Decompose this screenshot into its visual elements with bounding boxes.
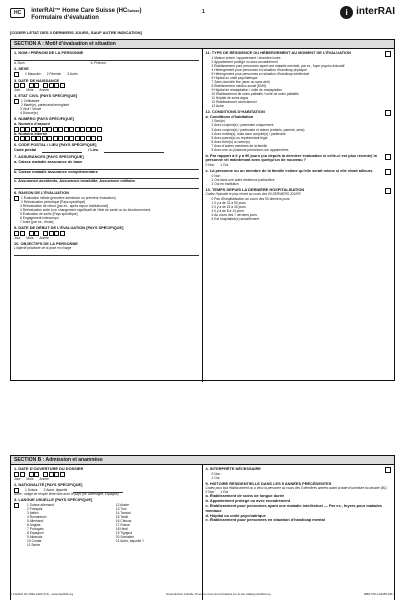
- question-title: 8. RAISON DE L’ÉVALUATION: [14, 190, 69, 196]
- option: 9 Hôpital de réadaptation / unité de réadaptation: [211, 87, 283, 92]
- option: 5 Allemand: [27, 519, 44, 524]
- option: 21 Autre, laquelle ?: [115, 539, 144, 544]
- option: 10 Croate: [27, 539, 42, 544]
- answer-box[interactable]: [14, 99, 19, 104]
- option: 11 Serbe: [27, 543, 41, 548]
- question-b5: [206, 482, 392, 523]
- option: 4 Rumantsch: [27, 515, 47, 520]
- language-options: [21, 503, 199, 547]
- question-title: 7. ASSURANCES [PAYS SPÉCIFIQUE]: [14, 154, 84, 160]
- option: 1 Oui: [220, 490, 229, 495]
- footer-isbn: ISBN 978-1-62255-181-3: [363, 591, 395, 596]
- goals-input[interactable]: [14, 251, 199, 256]
- answer-box[interactable]: [14, 503, 19, 508]
- question-a5: [14, 117, 199, 141]
- option: 3 Il y a de 8 à 14 jours: [211, 208, 244, 213]
- option: 6 Avec frère(s) ou sœur(s): [211, 139, 250, 144]
- question-b2: [14, 483, 199, 497]
- option: 2 Oui en institution: [211, 181, 239, 186]
- section-b-left-column: [11, 465, 203, 600]
- question-title: 6. CODE POSTAL / LIEU [PAYS SPÉCIFIQUE]: [14, 142, 97, 148]
- question-title: c. La personne ou un membre de la famille estime qu’elle serait mieux si elle vivait ailleurs: [205, 168, 373, 174]
- answer-box[interactable]: [385, 51, 391, 57]
- option: 3 Réévaluation de retour [par ex., après séjour institutionnel]: [20, 204, 109, 209]
- date-label: Année: [39, 88, 49, 93]
- option: 2 Français: [27, 507, 43, 512]
- question-a7: [14, 155, 199, 189]
- option: 3 Autre: [67, 72, 78, 76]
- answer-box[interactable]: [385, 110, 391, 116]
- option: 3 Établissement pour personnes ayant une maladie mentale, par ex., foyer psycho-éducatif: [211, 63, 345, 68]
- answer-box[interactable]: [14, 196, 19, 201]
- sub-question: d. Hôpital ou unité psychiatrique: [205, 512, 266, 518]
- form-title-block: interRAI™ Home Care Suisse (HCSuisse) Formulaire d’évaluation: [31, 8, 142, 21]
- option: 17 Russe: [115, 523, 130, 528]
- option: 4 Au cours des 7 derniers jours: [211, 212, 257, 217]
- sub-question: a. Conditions d’habitation: [205, 113, 254, 119]
- section-a-heading: SECTION A : Motif d’évaluation et situation: [11, 40, 394, 49]
- question-title: 1. NOM / PRÉNOM DE LA PERSONNE: [14, 49, 84, 55]
- field-label: / Lieu: [88, 147, 99, 153]
- option: 8 Espagnol: [27, 531, 44, 536]
- field-label: b. Caisse maladie assurance complémentaire: [14, 168, 98, 174]
- date-label: Mois: [26, 476, 34, 481]
- date-label: Mois: [26, 88, 34, 93]
- option: 2 Il y a de 15 à 30 jours: [211, 204, 246, 209]
- date-label: Jour: [14, 476, 21, 481]
- option: 4 Hébergement pour personnes en situation d’handicap physique: [211, 67, 307, 72]
- logo-text: interRAI: [356, 6, 395, 18]
- option: 2 Autre, laquelle: [43, 488, 68, 492]
- question-title: 2. SEXE: [14, 65, 29, 71]
- section-b-right-column: [203, 465, 395, 600]
- question-note: Codez l’épisode le plus récent au cours des 90 DERNIERS JOURS: [205, 191, 301, 196]
- option: 1 Célibataire: [21, 99, 40, 104]
- page-footer: [10, 593, 395, 596]
- answer-box[interactable]: [385, 169, 391, 175]
- option: 3 Veuf / Veuve: [20, 107, 42, 112]
- interrai-logo-icon: i: [340, 6, 353, 19]
- form-subtitle: Formulaire d’évaluation: [31, 14, 99, 21]
- question-b1: [14, 467, 199, 481]
- date-label: Jour: [14, 88, 21, 93]
- option: 11 Hôpital de soins aigus: [211, 95, 249, 100]
- option: 14 Tamoul: [115, 511, 131, 516]
- postal-code-input[interactable]: [42, 148, 82, 153]
- date-label: Année: [39, 235, 49, 240]
- question-b3: [14, 498, 199, 547]
- answer-box[interactable]: [385, 188, 391, 194]
- question-a13: [206, 188, 392, 221]
- field-label: b. Prénom: [90, 60, 106, 65]
- option: 1 Oui: [220, 163, 229, 168]
- option: 1 Suisse allemand: [27, 503, 54, 508]
- option: 15 Tamil: [115, 515, 128, 520]
- option: 7 Autre [par ex., étude]: [20, 220, 54, 225]
- field-label: a. Nom: [14, 60, 25, 65]
- option: 2 Féminin: [46, 72, 62, 76]
- answer-box[interactable]: [385, 154, 391, 160]
- question-a4: [14, 94, 199, 115]
- question-title: 4. INTERPRÈTE NÉCESSAIRE: [205, 465, 261, 471]
- question-a12b: [206, 154, 392, 168]
- question-title: 5. NUMÉRO [PAYS SPÉCIFIQUE]: [14, 116, 74, 122]
- field-label: a. Numéro d’assuré: [14, 120, 51, 126]
- question-title: 11. TYPE DE RÉSIDENCE OU HÉBERGEMENT AU MOMENT DE L’ÉVALUATION: [205, 49, 351, 55]
- sub-question: b. Appartement protégé ou avec encadrement: [205, 498, 291, 504]
- option: 6 Engagement intercompu: [20, 216, 59, 221]
- section-b: [10, 455, 395, 600]
- question-b4: [206, 467, 392, 480]
- answer-box[interactable]: [385, 467, 391, 473]
- section-a: [10, 39, 395, 381]
- option: 19 Tigrigna: [115, 531, 133, 536]
- option: 1 Oui dans une autre résidence particulière: [211, 177, 275, 182]
- question-title: 13. TEMPS DEPUIS LA DERNIÈRE HOSPITALISATION: [205, 186, 305, 192]
- question-title: 2. NATIONALITÉ [PAYS SPÉCIFIQUE]: [14, 481, 83, 487]
- sub-question: e. Établissement pour personnes en situation d’handicap mental: [205, 517, 325, 523]
- question-a1: [14, 51, 199, 65]
- option: 0 Pas d’hospitalisation au cours des 90 derniers jours: [211, 196, 290, 201]
- sub-question: c. Établissement pour personnes ayant une maladie intellectuel — Par ex., foyers pour malades mentaux: [205, 502, 382, 513]
- option: 7 Sans domicile fixe (avec ou sans abri): [211, 79, 270, 84]
- option: 1 Évaluation initiale (première admission ou première évaluation): [21, 196, 116, 201]
- option: 5 Évaluation de sortie [Pays spécifique]: [20, 212, 78, 217]
- section-a-left-column: [11, 49, 203, 382]
- insurance-input[interactable]: [14, 184, 199, 189]
- section-b-heading: SECTION B : Admission et anamnèse: [11, 456, 394, 465]
- answer-box[interactable]: [14, 72, 19, 77]
- option: 2 Appartement protégé ou avec encadrement: [211, 59, 278, 64]
- question-title: 10. OBJECTIFS DE LA PERSONNE: [14, 240, 78, 246]
- option: 13 Turc: [115, 507, 127, 512]
- footer-notice: Reproduction interdite. Procurez-vous les formulaires sur le site catalog.interRAI.org: [166, 591, 271, 596]
- question-a12c: [206, 169, 392, 186]
- option: 1 Oui: [211, 475, 220, 480]
- option: 12 Établissement correctionnel: [211, 99, 257, 104]
- option: 1 Seul(e): [211, 119, 225, 124]
- hc-badge: HC: [10, 8, 25, 18]
- option: 0 Non: [211, 173, 221, 178]
- option: 16 Chinois: [115, 519, 132, 524]
- option: 5 Est hospitalisé(e) actuellement: [211, 216, 260, 221]
- question-title: 4. ETAT CIVIL [PAYS SPÉCIFIQUE]: [14, 93, 78, 99]
- field-label: c. Assurance-accidents, Assurance-invalidité, Assurance militaire: [14, 178, 136, 184]
- question-title: b. Par rapport à il y a 90 jours (ou depuis la dernière évaluation si celle-ci est plus récente) la personne vit maintenant avec quelqu’un de nouveau ?: [205, 152, 377, 163]
- question-title: 1. DATE D’OUVERTURE DU DOSSIER: [14, 465, 84, 471]
- option: 2 Réévaluation périodique [Pays spécifique]: [21, 200, 86, 205]
- footer-copyright: © interRAI HC 1994–2022 (9.4) · www.interRAI.org: [10, 591, 74, 596]
- question-note: Autre : obligé de remplir texte libre avec le pays (ex. Allemagne, Espagne): [14, 491, 119, 496]
- option: 3 Avec conjoint(e) / partenaire et autres (enfants, parents, amis): [211, 127, 305, 132]
- field-label: b. Numéro interne: [14, 130, 48, 136]
- option: 6 Hôpital ou unité psychiatrique: [211, 75, 258, 80]
- question-title: 12. CONDITIONS D’HABITATION: [205, 108, 265, 114]
- option: 4 Réévaluation suite à un changement significatif de l’état de santé ou du fonctionnement: [20, 208, 151, 213]
- question-a11: [206, 51, 392, 108]
- question-a3: [14, 79, 199, 93]
- form-header: [10, 8, 395, 30]
- option: 20 Somalien: [115, 535, 135, 540]
- form-title-suffix: Suisse: [127, 9, 140, 13]
- interrai-logo: [340, 6, 395, 19]
- option: 9 Albanais: [27, 535, 43, 540]
- option: 1 Suisse: [25, 488, 38, 492]
- option: 10 Établissement de soins palliatifs / unité de soins palliatifs: [211, 91, 299, 96]
- option: 13 Autre: [211, 103, 224, 108]
- sub-question: a. Établissement de soins de longue durée: [205, 493, 285, 499]
- section-a-right-column: [203, 49, 395, 382]
- option: 3 Italien: [27, 511, 39, 516]
- field-label: a. Caisse maladie assurance de base: [14, 158, 83, 164]
- option: 18 Hindi: [115, 527, 128, 532]
- question-title: 9. DATE DE DÉBUT DE L’ÉVALUATION [PAYS SPÉCIFIQUE]: [14, 225, 124, 231]
- option: 8 Établissement médico-social (EMS): [211, 83, 267, 88]
- form-title: interRAI™ Home Care Suisse (HC: [31, 8, 128, 14]
- city-input[interactable]: [104, 148, 164, 153]
- option: 0 Non: [205, 163, 215, 168]
- question-title: 3. LANGUE USUELLE [PAYS SPÉCIFIQUE]: [14, 497, 93, 503]
- option: 2 Avec conjoint(e) / partenaire uniquement: [211, 123, 274, 128]
- option: 1 Maison privée / appartement / chambre louée: [211, 55, 281, 60]
- option: 5 Avec parent(s) ou représentant légal: [211, 135, 268, 140]
- question-a12: [206, 110, 392, 152]
- question-a6: [14, 143, 199, 153]
- number-boxes[interactable]: [14, 136, 102, 141]
- option: 0 Non: [211, 471, 221, 476]
- date-label: Mois: [26, 235, 34, 240]
- question-a9: [14, 226, 199, 240]
- question-a2: [14, 67, 199, 77]
- option: 2 Marié(e), partenariat enregistré: [21, 103, 70, 108]
- question-title: 5. HISTOIRE RÉSIDENTIELLE DANS LES 5 ANNÉES PRÉCÉDENTES: [205, 480, 332, 486]
- option: 1 Masculin: [25, 72, 41, 76]
- question-a10: [14, 242, 199, 256]
- code-instruction: [CODER LETAT DES 3 DERNIERS JOURS, SAUF AUTRE INDICATION]: [10, 30, 142, 35]
- option: 7 Portugais: [27, 527, 44, 532]
- question-note: Codez pour tout établissement où a vécu la personne au cours des 5 dernières années avant la date d’ouverture du dossier (B1): [205, 485, 387, 490]
- field-label: Code postal: [14, 147, 37, 153]
- option: 8 Avec une ou plusieurs personnes non apparentées: [211, 147, 289, 152]
- question-a8: [14, 191, 199, 224]
- option: 6 Anglais: [27, 523, 41, 528]
- question-note: L’objectif prioritaire de la prise en charge: [14, 245, 72, 250]
- option: 12 Arabe: [115, 503, 129, 508]
- date-label: Année: [39, 476, 49, 481]
- page-number: 1: [202, 9, 205, 15]
- question-title: 3. DATE DE NAISSANCE: [14, 77, 60, 83]
- date-label: Jour: [14, 235, 21, 240]
- option: 7 Avec d’autres membres de la famille: [211, 143, 268, 148]
- option: 4 Avec enfant(s), mais sans conjoint(e) / partenaire: [211, 131, 286, 136]
- option: 4 Divorcé(e): [20, 111, 38, 116]
- option: 1 Il y a de 31 à 90 jours: [211, 200, 246, 205]
- option: 0 Non: [205, 490, 215, 495]
- option: 5 Hébergement pour personnes en situation d’handicap intellectuel: [211, 71, 310, 76]
